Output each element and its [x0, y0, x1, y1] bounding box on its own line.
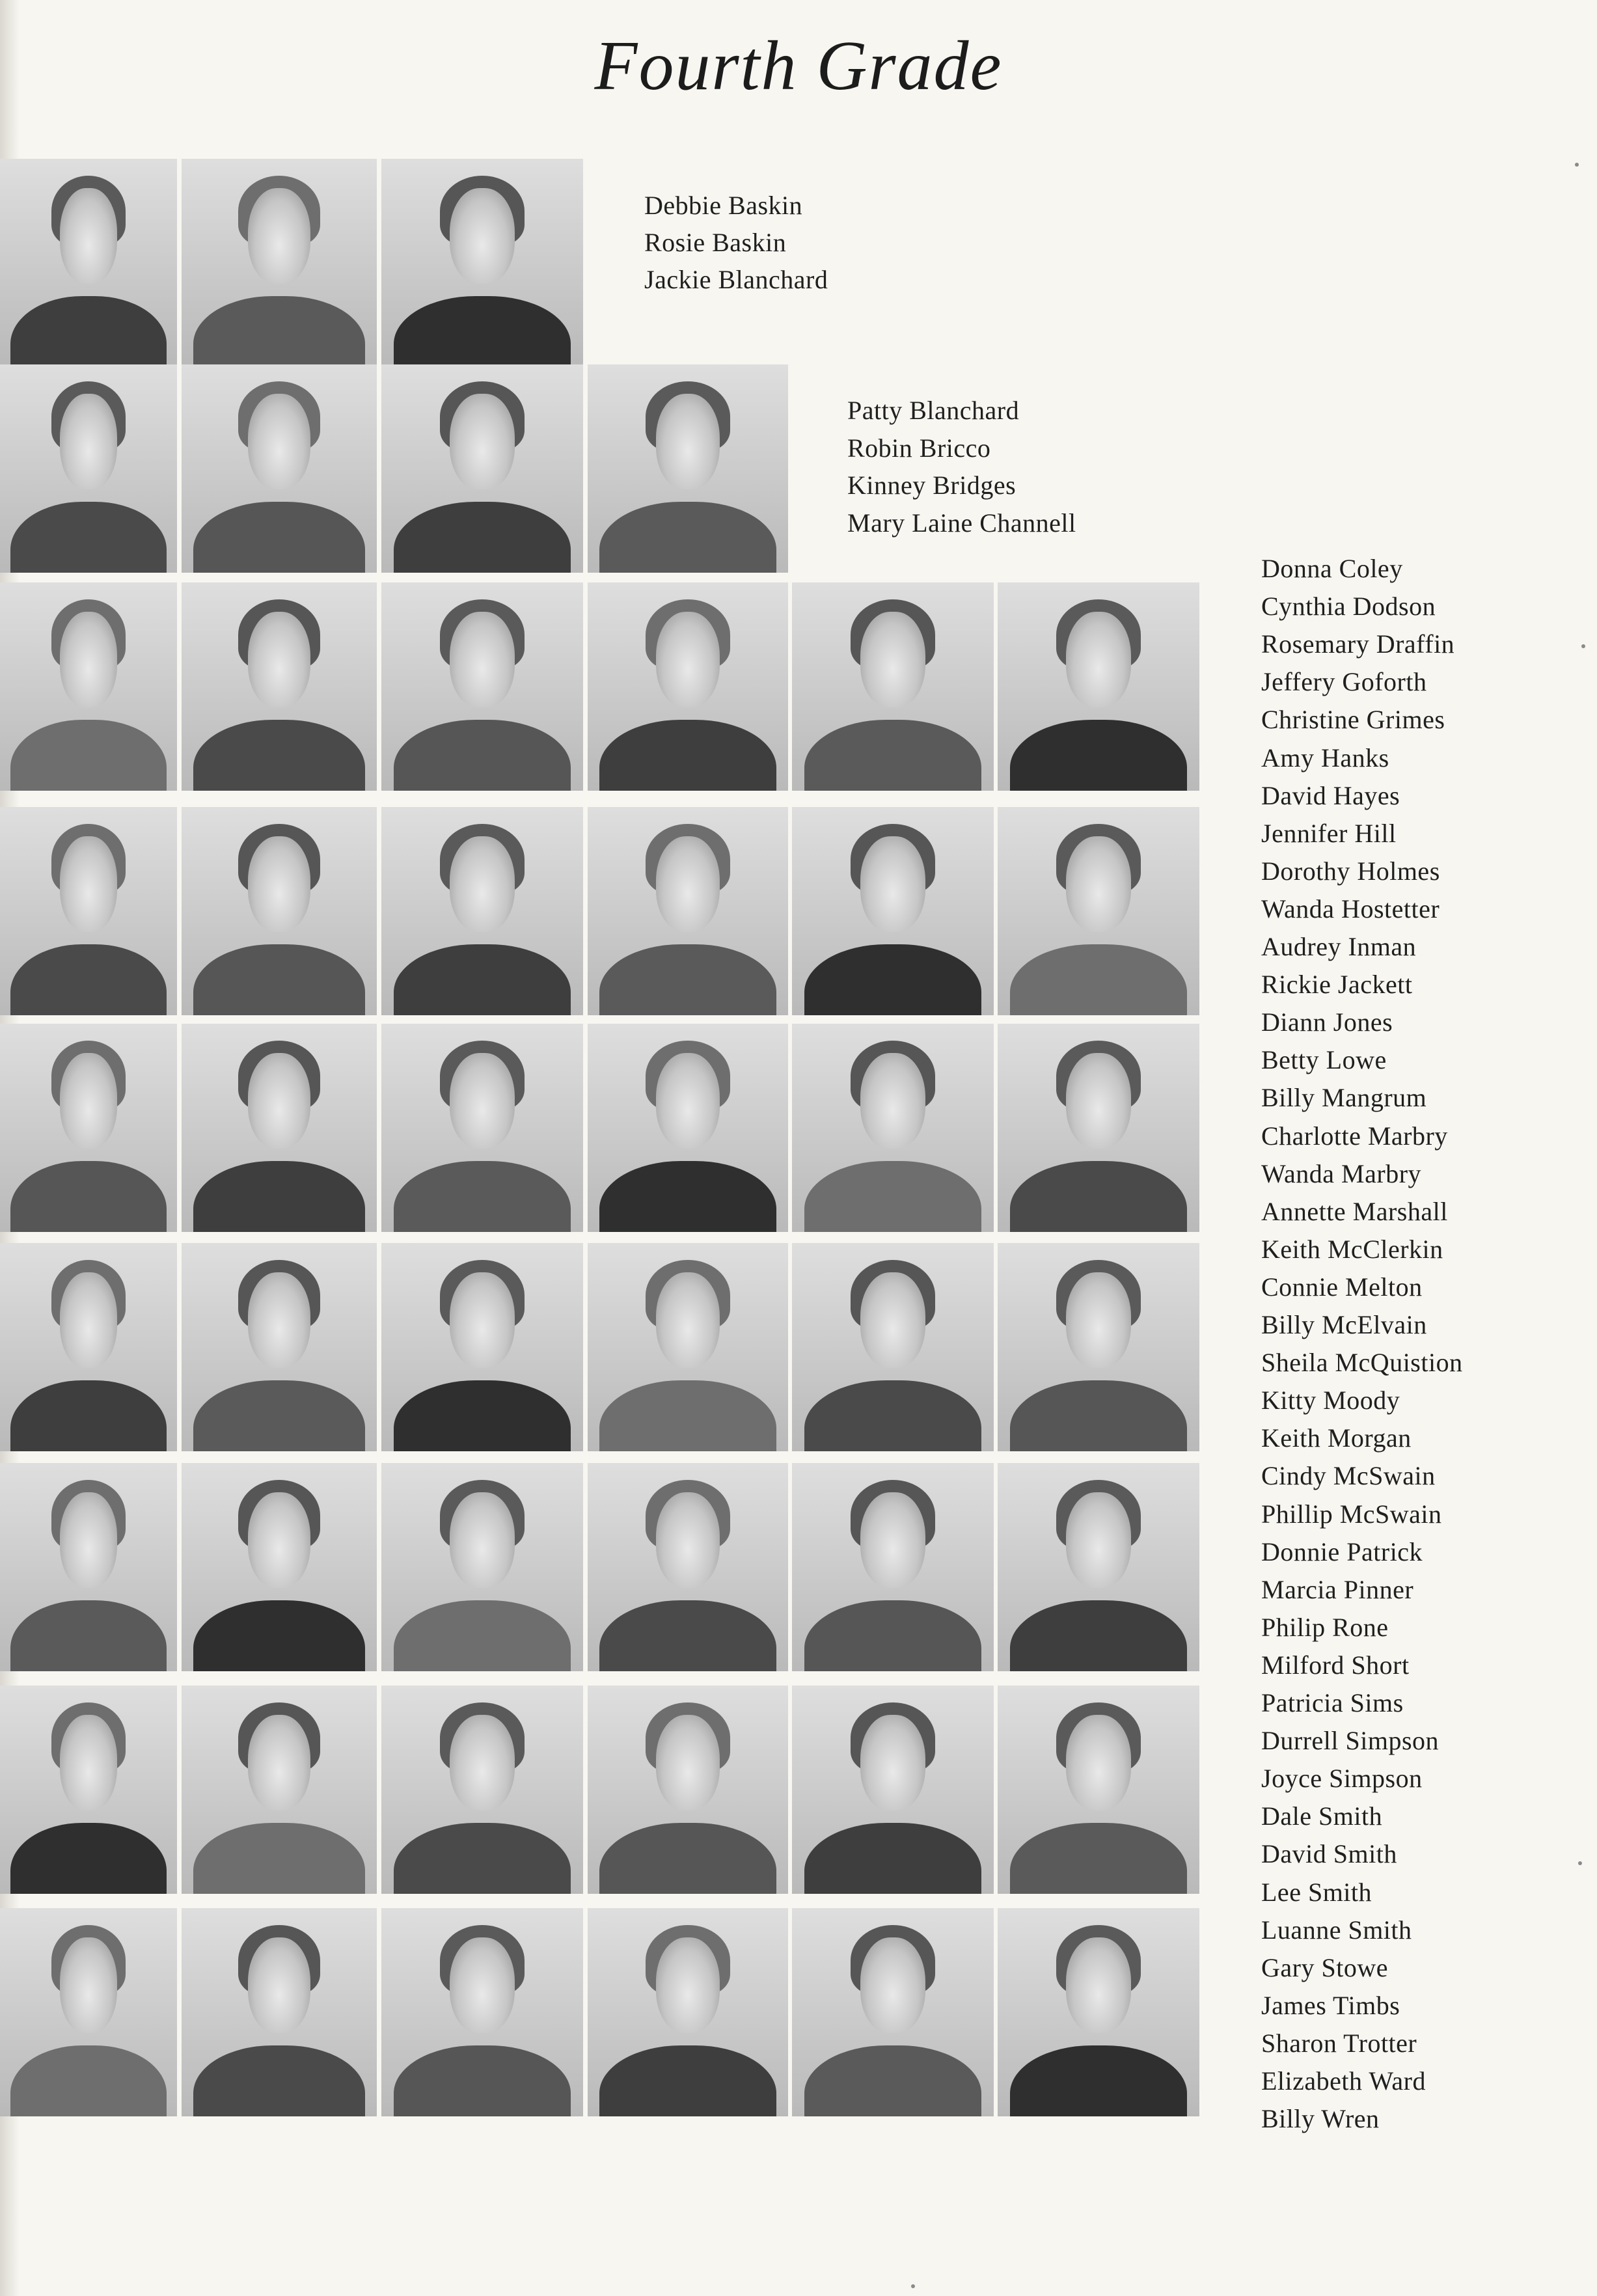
student-photo	[792, 582, 994, 791]
student-photo	[381, 364, 583, 573]
student-photo	[0, 582, 177, 791]
student-name: Sharon Trotter	[1261, 2028, 1417, 2058]
student-photo	[381, 807, 583, 1015]
student-photo	[588, 1463, 788, 1671]
student-name: Cindy McSwain	[1261, 1461, 1436, 1491]
student-photo	[182, 807, 377, 1015]
student-photo	[381, 1024, 583, 1232]
page-title: Fourth Grade	[594, 27, 1003, 105]
student-name: Amy Hanks	[1261, 743, 1389, 772]
student-name: Jeffery Goforth	[1261, 667, 1427, 697]
student-name: Donnie Patrick	[1261, 1537, 1423, 1566]
student-photo	[792, 1243, 994, 1451]
print-speck	[1581, 644, 1585, 648]
student-photo	[588, 1686, 788, 1894]
student-photo	[998, 1908, 1199, 2116]
student-photo	[588, 1243, 788, 1451]
student-photo	[182, 1463, 377, 1671]
student-name: Lee Smith	[1261, 1877, 1372, 1907]
student-name: Betty Lowe	[1261, 1045, 1387, 1075]
student-photo	[792, 1463, 994, 1671]
student-name: Billy Mangrum	[1261, 1083, 1427, 1113]
student-photo	[588, 807, 788, 1015]
student-name: Kinney Bridges	[847, 471, 1017, 500]
student-name: David Smith	[1261, 1839, 1397, 1869]
student-photo	[998, 1463, 1199, 1671]
student-name: James Timbs	[1261, 1990, 1400, 2020]
student-name: David Hayes	[1261, 780, 1400, 810]
student-name: Luanne Smith	[1261, 1915, 1412, 1945]
student-name: Durrell Simpson	[1261, 1726, 1440, 1756]
student-name: Charlotte Marbry	[1261, 1121, 1448, 1151]
student-photo	[588, 364, 788, 573]
student-name: Phillip McSwain	[1261, 1499, 1442, 1529]
student-photo	[0, 1243, 177, 1451]
student-photo	[0, 364, 177, 573]
student-name: Joyce Simpson	[1261, 1764, 1423, 1794]
student-photo	[792, 1024, 994, 1232]
student-photo	[998, 582, 1199, 791]
student-photo	[0, 1908, 177, 2116]
student-name: Connie Melton	[1261, 1272, 1423, 1302]
student-photo	[0, 159, 177, 367]
student-name: Elizabeth Ward	[1261, 2066, 1426, 2096]
student-photo	[0, 1686, 177, 1894]
print-speck	[1578, 1861, 1582, 1865]
student-name: Wanda Hostetter	[1261, 894, 1440, 923]
student-name: Rosie Baskin	[644, 228, 787, 257]
student-name: Jackie Blanchard	[644, 265, 828, 294]
print-speck	[1575, 163, 1579, 167]
student-photo	[182, 1024, 377, 1232]
student-photo	[182, 582, 377, 791]
student-photo	[588, 582, 788, 791]
student-photo	[381, 1243, 583, 1451]
student-name: Patty Blanchard	[847, 396, 1020, 425]
student-photo	[998, 1024, 1199, 1232]
student-name: Annette Marshall	[1261, 1196, 1448, 1226]
print-speck	[911, 2284, 915, 2288]
student-photo	[792, 1686, 994, 1894]
student-name: Keith McClerkin	[1261, 1234, 1443, 1264]
student-photo	[588, 1908, 788, 2116]
student-name: Dorothy Holmes	[1261, 856, 1440, 886]
student-photo	[381, 1908, 583, 2116]
student-name: Dale Smith	[1261, 1801, 1383, 1831]
student-photo	[182, 1908, 377, 2116]
student-photo	[381, 582, 583, 791]
student-photo	[792, 807, 994, 1015]
student-name: Jennifer Hill	[1261, 818, 1397, 848]
student-name: Sheila McQuistion	[1261, 1348, 1463, 1378]
student-photo	[381, 1686, 583, 1894]
student-photo	[998, 1686, 1199, 1894]
student-photo	[792, 1908, 994, 2116]
student-photo	[588, 1024, 788, 1232]
student-photo	[0, 1024, 177, 1232]
student-name: Rickie Jackett	[1261, 970, 1413, 1000]
student-photo	[0, 807, 177, 1015]
student-name: Donna Coley	[1261, 554, 1403, 583]
student-photo	[0, 1463, 177, 1671]
student-name: Cynthia Dodson	[1261, 592, 1436, 622]
student-photo	[998, 1243, 1199, 1451]
student-name: Mary Laine Channell	[847, 508, 1076, 538]
student-photo	[182, 364, 377, 573]
student-photo	[998, 807, 1199, 1015]
student-name: Billy Wren	[1261, 2104, 1380, 2134]
student-name: Debbie Baskin	[644, 191, 803, 220]
student-name: Audrey Inman	[1261, 932, 1417, 961]
student-name: Wanda Marbry	[1261, 1158, 1422, 1188]
student-name: Philip Rone	[1261, 1612, 1389, 1642]
student-name: Robin Bricco	[847, 433, 991, 463]
student-name: Gary Stowe	[1261, 1952, 1388, 1982]
student-name: Milford Short	[1261, 1650, 1410, 1680]
student-name: Christine Grimes	[1261, 705, 1445, 735]
student-name: Rosemary Draffin	[1261, 629, 1455, 659]
student-photo	[381, 159, 583, 367]
student-photo	[182, 1243, 377, 1451]
student-photo	[182, 1686, 377, 1894]
student-name: Diann Jones	[1261, 1007, 1393, 1037]
student-photo	[381, 1463, 583, 1671]
student-name: Patricia Sims	[1261, 1688, 1404, 1717]
student-name: Keith Morgan	[1261, 1423, 1412, 1453]
student-name: Kitty Moody	[1261, 1386, 1400, 1415]
student-name: Billy McElvain	[1261, 1310, 1427, 1339]
student-photo	[182, 159, 377, 367]
student-name: Marcia Pinner	[1261, 1574, 1414, 1604]
